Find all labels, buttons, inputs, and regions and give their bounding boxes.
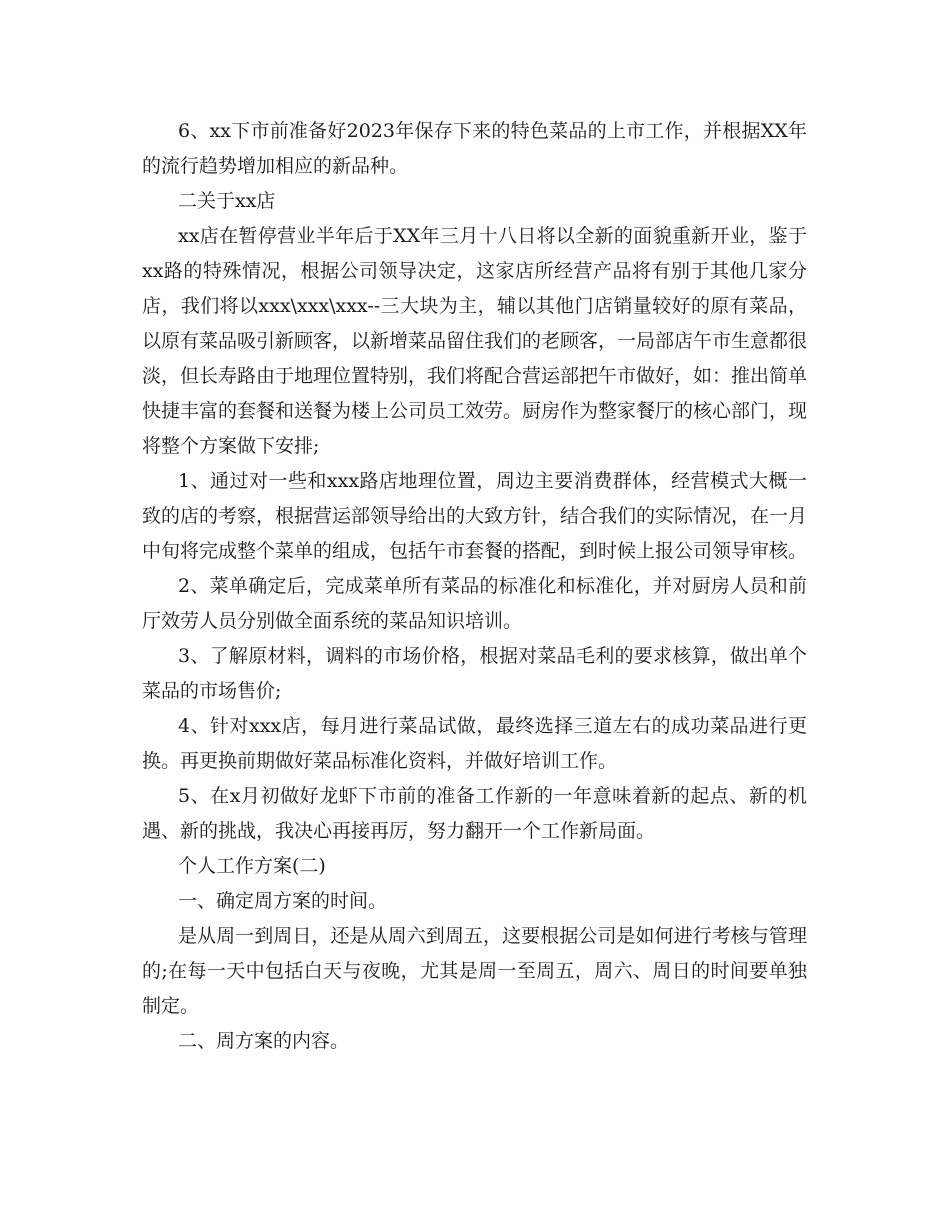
subheading-weekly-plan-time: 一、确定周方案的时间。 bbox=[178, 890, 388, 912]
document-body bbox=[142, 114, 807, 1059]
paragraph-item-1: 1、通过对一些和xxx路店地理位置，周边主要消费群体，经营模式大概一致的店的考察，根据营运部领导给出的大致方针，结合我们的实际情况，在一月中旬将完成整个菜单的组成，包括午市套餐的搭配，到时候上报公司领导审核。 bbox=[142, 470, 808, 562]
paragraph-xx-store-intro: xx店在暂停营业半年后于XX年三月十八日将以全新的面貌重新开业，鉴于xx路的特殊情况，根据公司领导决定，这家店所经营产品将有别于其他几家分店，我们将以xxx\xxx\xxx--三大块为主，辅以其他门店销量较好的原有菜品，以原有菜品吸引新顾客，以新增菜品留住我们的老顾客，一局部店午市生意都很淡，但长寿路由于地理位置特别，我们将配合营运部把午市做好，如：推出简单快捷丰富的套餐和送餐为楼上公司员工效劳。厨房作为整家餐厅的核心部门，现将整个方案做下安排; bbox=[142, 225, 808, 457]
section-heading-personal-plan-2: 个人工作方案(二) bbox=[178, 855, 326, 877]
paragraph-item-5: 5、在x月初做好龙虾下市前的准备工作新的一年意味着新的起点、新的机遇、新的挑战，我决心再接再厉，努力翻开一个工作新局面。 bbox=[142, 785, 807, 842]
subheading-weekly-plan-content: 二、周方案的内容。 bbox=[178, 1030, 350, 1052]
paragraph-item-4: 4、针对xxx店，每月进行菜品试做，最终选择三道左右的成功菜品进行更换。再更换前期做好菜品标准化资料，并做好培训工作。 bbox=[142, 715, 807, 772]
paragraph-weekly-plan-time: 是从周一到周日，还是从周六到周五，这要根据公司是如何进行考核与管理的;在每一天中包括白天与夜晚，尤其是周一至周五，周六、周日的时间要单独制定。 bbox=[142, 925, 807, 1017]
paragraph-item-2: 2、菜单确定后，完成菜单所有菜品的标准化和标准化，并对厨房人员和前厅效劳人员分别做全面系统的菜品知识培训。 bbox=[142, 575, 807, 632]
paragraph-item-3: 3、了解原材料，调料的市场价格，根据对菜品毛利的要求核算，做出单个菜品的市场售价; bbox=[142, 645, 807, 702]
paragraph-item-6: 6、xx下市前准备好2023年保存下来的特色菜品的上市工作，并根据XX年的流行趋势增加相应的新品种。 bbox=[142, 120, 807, 177]
section-heading-xx-store: 二关于xx店 bbox=[178, 190, 276, 212]
